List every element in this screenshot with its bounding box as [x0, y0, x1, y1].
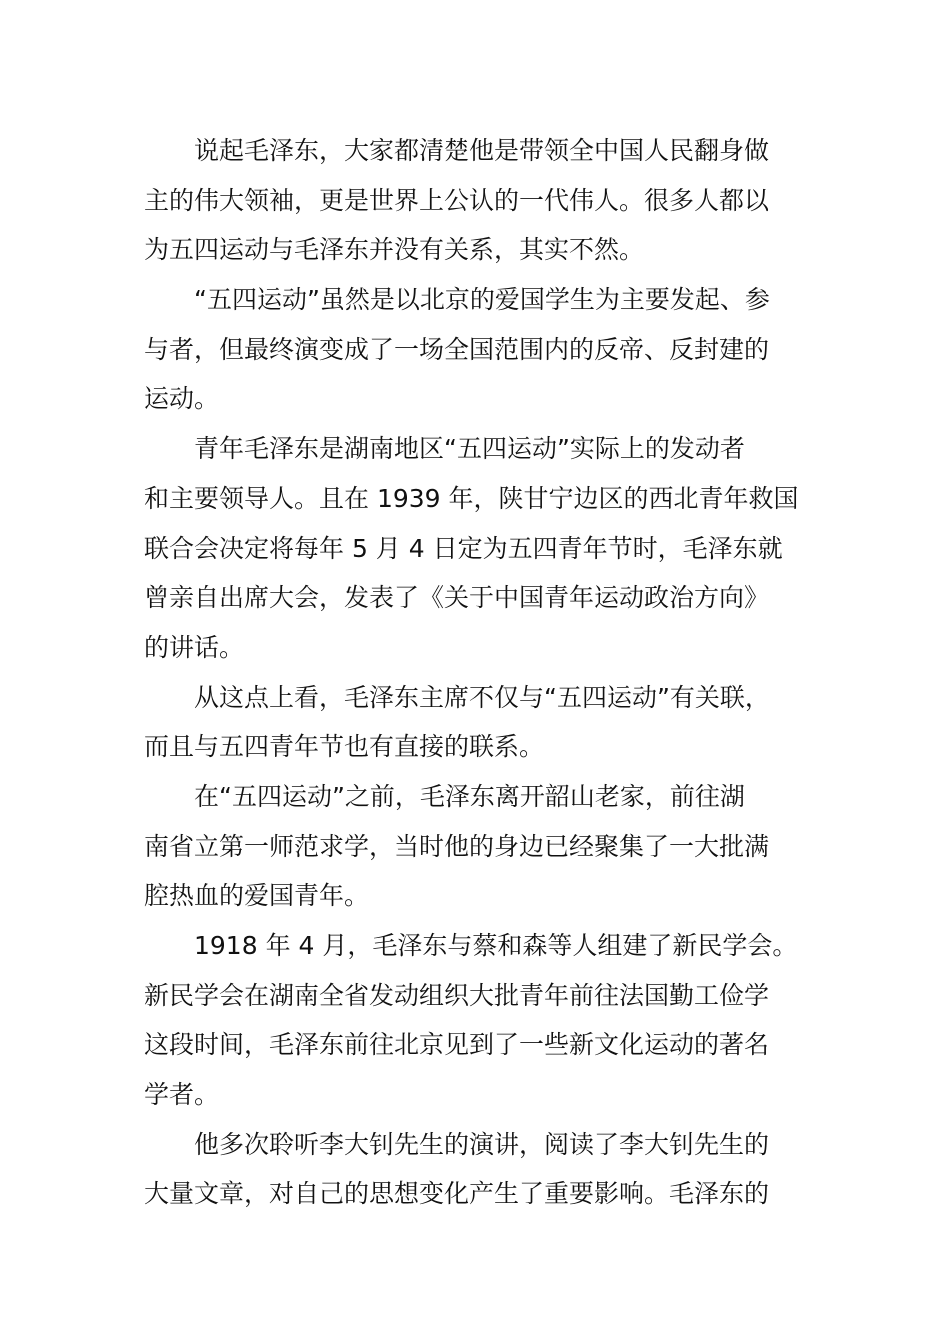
- text-line: 联合会决定将每年 5 月 4 日定为五四青年节时，毛泽东就: [144, 533, 783, 563]
- text-line: 这段时间，毛泽东前往北京见到了一些新文化运动的著名: [144, 1030, 770, 1060]
- text-line: 和主要领导人。且在 1939 年，陕甘宁边区的西北青年救国: [144, 483, 799, 513]
- text-line: 青年毛泽东是湖南地区“五四运动”实际上的发动者: [194, 434, 745, 464]
- text-line: 主的伟大领袖，更是世界上公认的一代伟人。很多人都以: [144, 185, 770, 215]
- text-line: 南省立第一师范求学，当时他的身边已经聚集了一大批满: [144, 831, 770, 861]
- text-line: 1918 年 4 月，毛泽东与蔡和森等人组建了新民学会。: [194, 931, 798, 960]
- text-line: 腔热血的爱国青年。: [144, 881, 370, 911]
- text-line: 从这点上看，毛泽东主席不仅与“五四运动”有关联，: [194, 682, 770, 712]
- text-line: 说起毛泽东，大家都清楚他是带领全中国人民翻身做: [194, 136, 770, 165]
- text-line: 运动。: [144, 384, 220, 414]
- text-line: 在“五四运动”之前，毛泽东离开韶山老家，前往湖: [194, 781, 745, 811]
- text-line: 大量文章，对自己的思想变化产生了重要影响。毛泽东的: [144, 1179, 770, 1209]
- text-line: 与者，但最终演变成了一场全国范围内的反帝、反封建的: [144, 334, 770, 364]
- text-line: 的讲话。: [144, 632, 245, 662]
- text-line: 新民学会在湖南全省发动组织大批青年前往法国勤工俭学: [144, 980, 770, 1010]
- text-line: 为五四运动与毛泽东并没有关系，其实不然。: [144, 235, 645, 265]
- text-line: 学者。: [144, 1080, 220, 1110]
- text-line: 他多次聆听李大钊先生的演讲，阅读了李大钊先生的: [194, 1129, 770, 1159]
- text-line: “五四运动”虽然是以北京的爱国学生为主要发起、参: [194, 285, 770, 315]
- text-line: 曾亲自出席大会，发表了《关于中国青年运动政治方向》: [144, 583, 770, 613]
- document-body: [144, 126, 824, 1219]
- text-line: 而且与五四青年节也有直接的联系。: [144, 732, 545, 762]
